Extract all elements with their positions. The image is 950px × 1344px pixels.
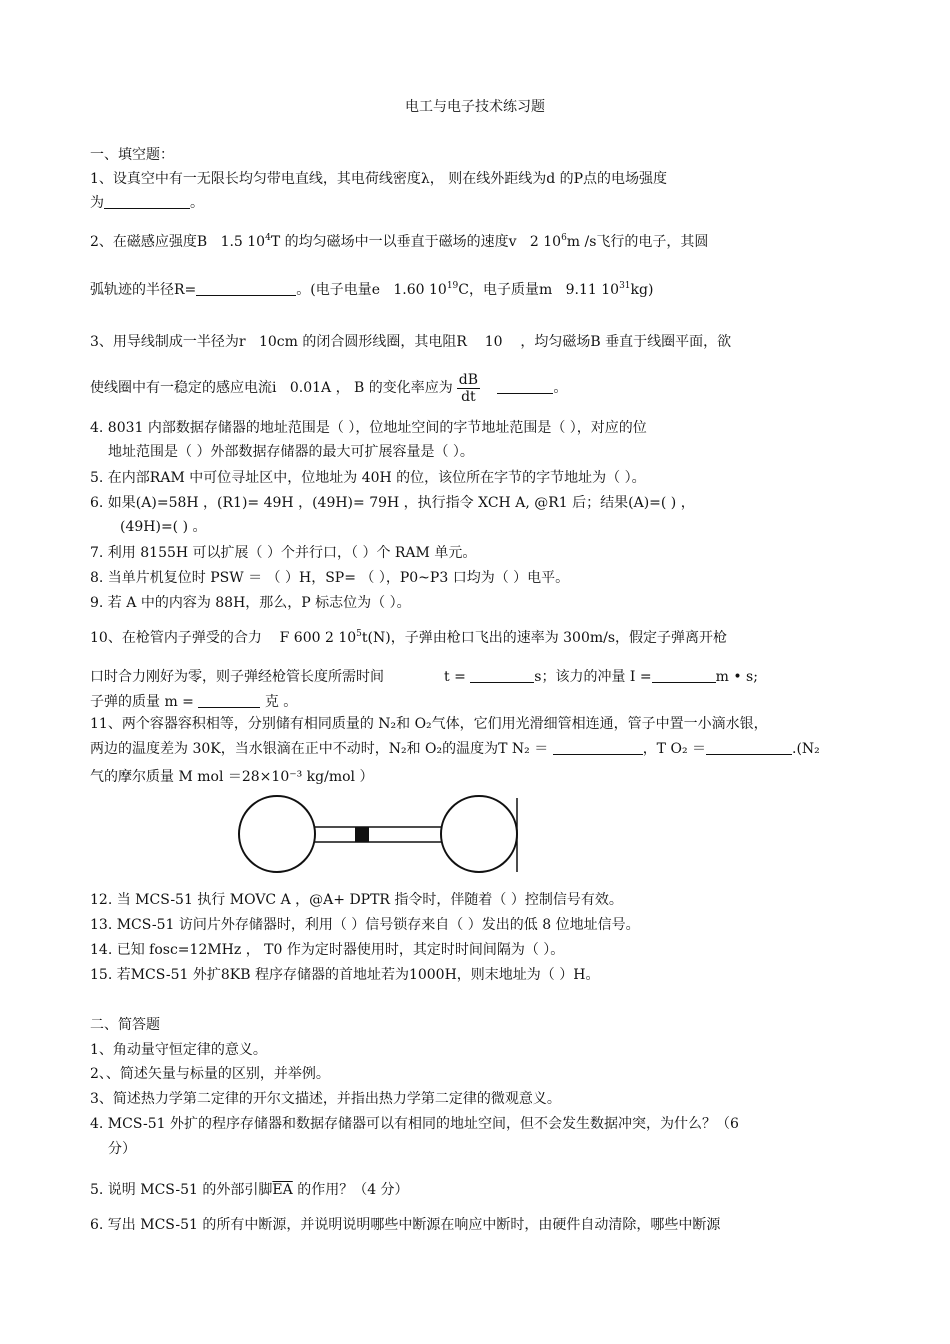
question-12: 12. 当 MCS-51 执行 MOVC A ，@A+ DPTR 指令时，伴随着（ ）控制信号有效。 xyxy=(90,892,623,908)
question-8: 8. 当单片机复位时 PSW ＝ （ ）H，SP= （ ），P0~P3 口均为（ ）电平。 xyxy=(90,570,570,586)
question-11-line-2: 两边的温度差为 30K，当水银滴在正中不动时，N₂和 O₂的温度为T N₂ ＝ ，T O₂ ＝ .(N₂ xyxy=(90,741,820,757)
question-13: 13. MCS-51 访问片外存储器时，利用（ ）信号锁存来自（ ）发出的低 8 位地址信号。 xyxy=(90,917,640,933)
answer-blank xyxy=(470,668,534,683)
question-5: 5. 在内部RAM 中可位寻址区中，位地址为 40H 的位，该位所在字节的字节地址为（ ）。 xyxy=(90,470,646,486)
question-2-line-1: 2、在磁感应强度B 1.5 $10^4T$ 的均匀磁场中一以垂直于磁场的速度v 2 $10^6m$ /s飞行的电子，其圆 xyxy=(90,233,709,250)
short-answer-3: 3、简述热力学第二定律的开尔文描述，并指出热力学第二定律的微观意义。 xyxy=(90,1091,561,1107)
short-answer-1: 1、角动量守恒定律的意义。 xyxy=(90,1042,267,1058)
answer-blank xyxy=(198,693,260,708)
question-4-line-1: 4. 8031 内部数据存储器的地址范围是（ ），位地址空间的字节地址范围是（ ），对应的位 xyxy=(90,420,647,436)
two-containers-diagram xyxy=(236,792,526,878)
answer-blank xyxy=(652,668,716,683)
question-6-line-1: 6. 如果(A)=58H ，(R1)= 49H ，(49H)= 79H ，执行指令 XCH A, @R1 后；结果(A)=( ) ， xyxy=(90,495,695,511)
question-15: 15. 若MCS-51 外扩8KB 程序存储器的首地址若为1000H，则末地址为（ ）H。 xyxy=(90,967,600,983)
question-6-line-2: (49H)=( ) 。 xyxy=(120,519,207,535)
question-4-line-2: 地址范围是（ ）外部数据存储器的最大可扩展容量是（ ）。 xyxy=(108,444,474,460)
question-11-line-3: 气的摩尔质量 M mol ＝28×10⁻³ kg/mol ） xyxy=(90,769,374,785)
answer-blank xyxy=(497,379,553,394)
question-10-line-3: 子弹的质量 m = 克 。 xyxy=(90,694,298,710)
answer-blank xyxy=(104,194,190,209)
answer-blank xyxy=(706,740,792,755)
section-heading-fill-in: 一、填空题： xyxy=(90,147,174,163)
fraction-dB-dt: $\frac{dB}{dt}$ xyxy=(458,371,479,405)
question-2-line-2: 弧轨迹的半径R= 。(电子电量e 1.60 $10^{19}C$，电子质量m 9.11 $10^{31}kg$) xyxy=(90,281,654,298)
section-heading-short-answer: 二、简答题 xyxy=(90,1017,160,1033)
short-answer-4-line-1: 4. MCS-51 外扩的程序存储器和数据存储器可以有相同的地址空间，但不会发生数据冲突，为什么？（6 xyxy=(90,1116,739,1132)
question-3-line-2: 使线圈中有一稳定的感应电流i 0.01A ， B 的变化率应为 $\frac{dB}{dt}$ 。 xyxy=(90,371,568,405)
question-3-line-1: 3、用导线制成一半径为r 10cm 的闭合圆形线圈，其电阻R 10 ，均匀磁场B 垂直于线圈平面，欲 xyxy=(90,334,732,350)
document-title: 电工与电子技术练习题 xyxy=(405,99,545,115)
right-container xyxy=(441,796,517,872)
short-answer-6: 6. 写出 MCS-51 的所有中断源，并说明说明哪些中断源在响应中断时，由硬件自动清除，哪些中断源 xyxy=(90,1217,721,1233)
question-1-line-1: 1、设真空中有一无限长均匀带电直线，其电荷线密度λ， 则在线外距线为d 的P点的电场强度 xyxy=(90,171,668,187)
answer-blank xyxy=(553,740,643,755)
question-9: 9. 若 A 中的内容为 88H，那么，P 标志位为（ ）。 xyxy=(90,595,411,611)
question-10-line-2: 口时合力刚好为零，则子弹经枪管长度所需时间 t = s；该力的冲量 I = m • s; xyxy=(90,669,758,685)
question-1-line-2: 为 。 xyxy=(90,195,204,211)
short-answer-4-line-2: 分） xyxy=(108,1141,136,1157)
short-answer-5: 5. 说明 MCS-51 的外部引脚$\overline{EA}$ 的作用？（4 分） xyxy=(90,1182,409,1198)
left-container xyxy=(239,796,315,872)
question-11-line-1: 11、两个容器容积相等，分别储有相同质量的 N₂和 O₂气体，它们用光滑细管相连通，管子中置一小滴水银， xyxy=(90,716,768,732)
short-answer-2: 2、、简述矢量与标量的区别，并举例。 xyxy=(90,1066,330,1082)
mercury-drop xyxy=(355,827,369,842)
question-7: 7. 利用 8155H 可以扩展（ ）个并行口，（ ）个 RAM 单元。 xyxy=(90,545,477,561)
answer-blank xyxy=(196,281,296,296)
question-10-line-1: 10、在枪管内子弹受的合力 F 600 2 $10^5t(N)$，子弹由枪口飞出的速率为 300m/s，假定子弹离开枪 xyxy=(90,629,728,646)
ea-pin-label: $\overline{EA}$ xyxy=(272,1182,293,1198)
question-14: 14. 已知 fosc=12MHz ， T0 作为定时器使用时，其定时时间间隔为（ ）。 xyxy=(90,942,565,958)
